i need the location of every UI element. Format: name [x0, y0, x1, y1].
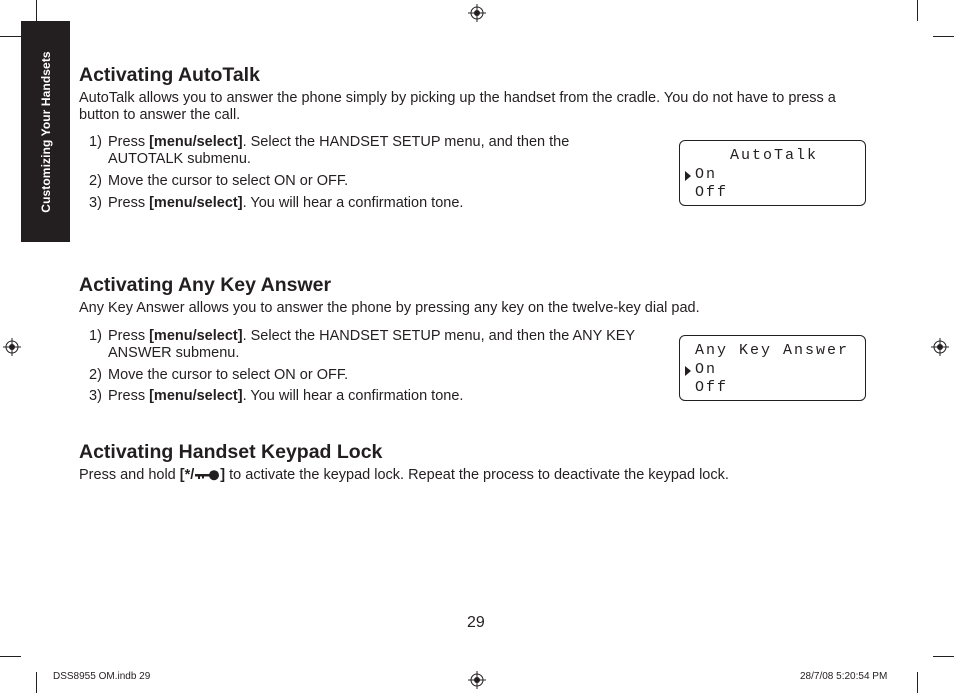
registration-mark-icon	[468, 4, 486, 22]
step-text: Move the cursor to select ON or OFF.	[108, 173, 349, 189]
step-number: 2)	[89, 367, 102, 383]
lcd-option-on: On	[695, 361, 718, 378]
star-key-label: */	[184, 467, 195, 483]
key-label: [menu/select]	[149, 328, 243, 344]
step-text	[108, 328, 673, 362]
lcd-screen-autotalk	[679, 140, 866, 206]
step-text	[108, 134, 638, 168]
key-bracket: ]	[220, 467, 226, 483]
key-bracket: [	[179, 467, 185, 483]
registration-mark-icon	[931, 338, 949, 356]
lcd-title: AutoTalk	[708, 147, 819, 164]
step-text-pre: Press	[108, 134, 150, 150]
crop-mark	[0, 36, 21, 37]
footer-file-slug: DSS8955 OM.indb 29	[53, 671, 151, 682]
step-number: 3)	[89, 195, 102, 211]
footer-timestamp: 28/7/08 5:20:54 PM	[800, 671, 888, 682]
step-text-pre: Press	[108, 195, 150, 211]
side-section-tab	[21, 21, 70, 242]
crop-mark	[36, 0, 37, 21]
crop-mark	[917, 0, 918, 21]
crop-mark	[36, 672, 37, 693]
section-title-keypad-lock: Activating Handset Keypad Lock	[79, 441, 383, 463]
lcd-option-off: Off	[695, 379, 729, 396]
key-lock-icon	[194, 469, 220, 481]
step-text-post: . Select the HANDSET SETUP menu, and then the ANY KEY ANSWER submenu.	[108, 328, 635, 361]
cursor-arrow-icon	[685, 171, 691, 181]
section-intro-any-key-answer: Any Key Answer allows you to answer the phone by pressing any key on the twelve-key dial pad.	[79, 300, 700, 316]
section-intro-keypad-lock	[79, 467, 899, 484]
crop-mark	[0, 656, 21, 657]
section-intro-autotalk: AutoTalk allows you to answer the phone simply by picking up the handset from the cradle. You do not have to press a button to answer the call.	[79, 90, 836, 123]
lcd-title: Any Key Answer	[695, 342, 850, 359]
step-number: 1)	[89, 134, 102, 150]
lcd-option-on: On	[695, 166, 718, 183]
section-title-autotalk: Activating AutoTalk	[79, 64, 260, 86]
step-text-pre: Press	[108, 388, 150, 404]
crop-mark	[917, 672, 918, 693]
step-number: 3)	[89, 388, 102, 404]
lcd-option-off: Off	[695, 184, 729, 201]
intro-text-post: to activate the keypad lock. Repeat the process to deactivate the keypad lock.	[225, 467, 729, 483]
step-text: Move the cursor to select ON or OFF.	[108, 367, 349, 383]
key-label: [menu/select]	[149, 195, 243, 211]
key-label: [menu/select]	[149, 134, 243, 150]
step-text-post: . You will hear a confirmation tone.	[242, 388, 464, 404]
step-number: 2)	[89, 173, 102, 189]
lcd-screen-any-key-answer	[679, 335, 866, 401]
step-text-post: . Select the HANDSET SETUP menu, and then the AUTOTALK submenu.	[108, 134, 570, 167]
side-tab-label: Customizing Your Handsets	[38, 50, 53, 213]
page-number: 29	[467, 614, 485, 631]
intro-text-pre: Press and hold	[79, 467, 180, 483]
step-text-post: . You will hear a confirmation tone.	[242, 195, 464, 211]
crop-mark	[933, 36, 954, 37]
step-number: 1)	[89, 328, 102, 344]
registration-mark-icon	[468, 671, 486, 689]
crop-mark	[933, 656, 954, 657]
step-text	[108, 195, 463, 212]
key-label: [menu/select]	[149, 388, 243, 404]
cursor-arrow-icon	[685, 366, 691, 376]
registration-mark-icon	[3, 338, 21, 356]
step-text	[108, 388, 463, 405]
step-text-pre: Press	[108, 328, 150, 344]
section-title-any-key-answer: Activating Any Key Answer	[79, 274, 332, 296]
